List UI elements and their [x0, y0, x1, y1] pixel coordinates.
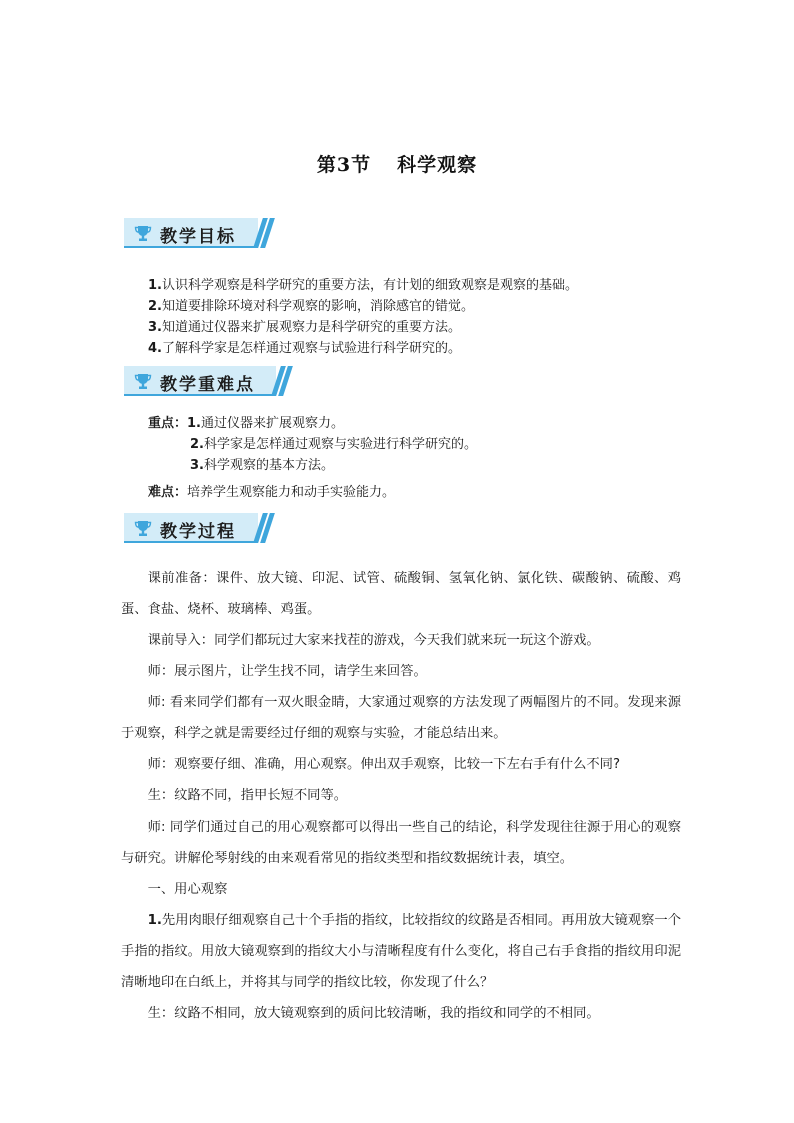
- goal-text: 了解科学家是怎样通过观察与试验进行科学研究的。: [161, 341, 461, 356]
- focus-item: [190, 436, 477, 454]
- difficulty-text: 培养学生观察能力和动手实验能力。: [187, 485, 396, 500]
- page-title: [0, 150, 794, 177]
- goal-text: 知道要排除环境对科学观察的影响，消除感官的错觉。: [161, 299, 474, 314]
- goal-number: 2.: [148, 299, 162, 314]
- section-header-key-points: [124, 366, 294, 396]
- step-text: 先用肉眼仔细观察自己十个手指的指纹，比较指纹的纹路是否相同。再用放大镜观察一个手指的指纹。用放大镜观察到的指纹大小与清晰程度有什么变化，将自己右手食指的指纹用印泥清晰地印在白纸上，并将其与同学的指纹比较，你发现了什么？: [121, 913, 681, 990]
- process-paragraph: 生：纹路不相同，放大镜观察到的质问比较清晰，我的指纹和同学的不相同。: [147, 1006, 600, 1021]
- focus-number: 3.: [190, 458, 204, 473]
- section-heading-goals: 教学目标: [160, 227, 236, 247]
- focus-label: 重点：: [148, 416, 188, 431]
- goal-item: [148, 298, 474, 316]
- difficulty-label: 难点：: [148, 485, 188, 500]
- focus-item: [148, 415, 344, 433]
- goal-number: 1.: [148, 278, 162, 293]
- section-header-goals: [124, 218, 274, 248]
- process-paragraph: 师: 看来同学们都有一双火眼金睛，大家通过观察的方法发现了两幅图片的不同。发现来源于观察，科学之就是需要经过仔细的观察与实验，才能总结出来。: [121, 695, 681, 741]
- process-paragraph: 师：观察要仔细、准确，用心观察。伸出双手观察，比较一下左右手有什么不同?: [147, 757, 621, 772]
- process-paragraph: 课前准备：课件、放大镜、印泥、试管、硫酸铜、氢氧化钠、氯化铁、碳酸钠、硫酸、鸡蛋、食盐、烧杯、玻璃棒、鸡蛋。: [121, 571, 681, 617]
- title-prefix: 第: [316, 154, 337, 176]
- title-name: 科学观察: [397, 154, 478, 176]
- title-number: 3: [336, 154, 352, 176]
- step-number: 1.: [147, 913, 162, 928]
- process-paragraph: 师: 同学们通过自己的用心观察都可以得出一些自己的结论，科学发现往往源于用心的观察与研究。讲解伦琴射线的由来观看常见的指纹类型和指纹数据统计表，填空。: [121, 820, 681, 866]
- goal-text: 认识科学观察是科学研究的重要方法，有计划的细致观察是观察的基础。: [161, 278, 578, 293]
- goal-item: [148, 340, 461, 358]
- goal-item: [148, 319, 461, 337]
- trophy-icon: [134, 373, 152, 390]
- goal-number: 4.: [148, 341, 162, 356]
- goal-item: [148, 277, 578, 295]
- process-paragraph: 师：展示图片，让学生找不同，请学生来回答。: [147, 664, 427, 679]
- process-step: [121, 905, 681, 998]
- focus-number: 2.: [190, 437, 204, 452]
- focus-text: 通过仪器来扩展观察力。: [201, 416, 345, 431]
- focus-item: [190, 457, 334, 475]
- difficulty-item: [148, 484, 395, 502]
- focus-number: 1.: [187, 416, 201, 431]
- section-heading-process: 教学过程: [160, 522, 236, 542]
- goal-number: 3.: [148, 320, 162, 335]
- section-header-process: [124, 513, 274, 543]
- subsection-heading: 一、用心观察: [147, 882, 228, 897]
- title-suffix: 节: [351, 154, 372, 176]
- process-paragraph: 课前导入：同学们都玩过大家来找茬的游戏，今天我们就来玩一玩这个游戏。: [147, 633, 600, 648]
- process-paragraph: 生：纹路不同，指甲长短不同等。: [147, 788, 348, 803]
- focus-text: 科学观察的基本方法。: [203, 458, 334, 473]
- section-heading-key-points: 教学重难点: [160, 375, 255, 395]
- trophy-icon: [134, 225, 152, 242]
- focus-text: 科学家是怎样通过观察与实验进行科学研究的。: [203, 437, 477, 452]
- trophy-icon: [134, 520, 152, 537]
- goal-text: 知道通过仪器来扩展观察力是科学研究的重要方法。: [161, 320, 461, 335]
